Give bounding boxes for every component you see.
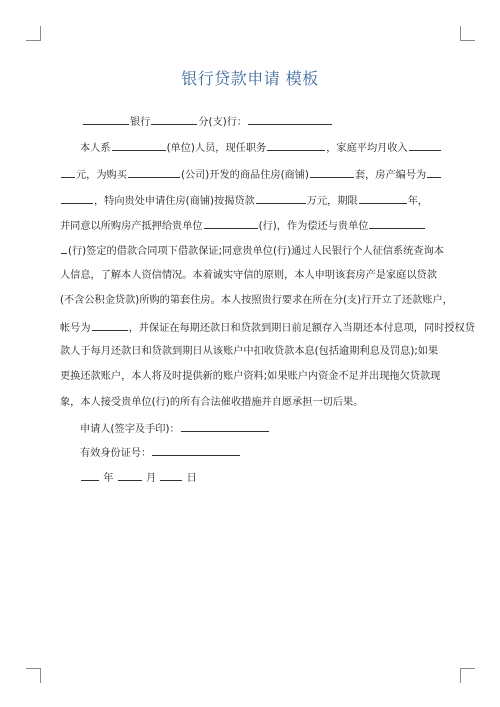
- corner-mark-bottom-left: [26, 668, 41, 683]
- unit-count-blank: [310, 167, 354, 178]
- body-line-11: [60, 396, 440, 410]
- body-text: (单位)人员，现任职务: [166, 143, 267, 154]
- applicant-label: 申请人(签字及手印)：: [80, 424, 180, 435]
- body-line-9: [60, 345, 440, 359]
- body-text: ，特向贵处申请住房(商铺)按揭贷款: [94, 196, 255, 207]
- property-number-blank-cont: [61, 193, 93, 204]
- body-text: 人信息，了解本人资信情况。本着诚实守信的原则，本人申明该套房产是家庭以贷款: [60, 270, 437, 281]
- lender-blank-2-cont: [61, 243, 67, 254]
- body-line-3: [60, 193, 440, 209]
- body-text: 象，本人接受贵单位(行)的所有合法催收措施并自愿承担一切后果。: [60, 397, 364, 408]
- position-blank: [267, 140, 325, 151]
- year-blank: [81, 470, 99, 481]
- body-text: ，并保证在每期还款日和贷款到期日前足额存入当期还本付息项，同时授权贷: [128, 323, 475, 334]
- income-blank: [409, 140, 441, 151]
- body-line-4: [60, 218, 440, 234]
- header-line: [82, 114, 462, 130]
- body-text: 元，为购买: [76, 170, 127, 181]
- body-text: 并同意以所购房产抵押给贵单位: [60, 221, 203, 232]
- body-text: (行)签定的借款合同项下借款保证;同意贵单位(行)通过人民银行个人征信系统查询本: [68, 246, 444, 257]
- body-text: ，家庭平均月收入: [326, 143, 408, 154]
- income-blank-cont: [61, 167, 75, 178]
- loan-term-blank: [359, 193, 407, 204]
- day-blank: [160, 470, 182, 481]
- body-text: 套，房产编号为: [354, 170, 427, 181]
- document-title: 银行贷款申请 模板: [181, 69, 319, 88]
- id-label: 有效身份证号：: [80, 448, 152, 459]
- year-label: 年: [103, 473, 114, 484]
- body-line-8: [60, 320, 475, 336]
- property-number-blank: [427, 167, 441, 178]
- body-text: (行)，作为偿还与贵单位: [258, 221, 369, 232]
- body-text: 年，: [407, 196, 429, 207]
- body-line-6: [60, 269, 440, 283]
- body-line-10: [60, 370, 440, 384]
- body-text: (不含公积金贷款)所购的第套住房。本人按照贵行要求在所在分(支)行开立了还款账户，: [60, 295, 453, 306]
- branch-suffix: 分(支)行：: [198, 117, 248, 128]
- lender-blank: [204, 218, 258, 229]
- id-number-line: [80, 445, 460, 461]
- body-text: 更换还款账户，本人将及时提供新的账户资料;如果账户内资金不足并出现拖欠贷款现: [60, 371, 441, 382]
- account-number-blank: [92, 320, 128, 331]
- body-line-1: [80, 140, 460, 156]
- body-line-5: [60, 243, 444, 259]
- developer-blank: [128, 167, 180, 178]
- day-label: 日: [186, 473, 197, 484]
- body-line-2: [60, 167, 440, 183]
- corner-mark-top-right: [460, 26, 475, 41]
- corner-mark-top-left: [26, 26, 41, 41]
- corner-mark-bottom-right: [460, 668, 475, 683]
- branch-detail-blank: [248, 114, 332, 125]
- month-blank: [118, 470, 142, 481]
- body-text: 款人于每月还款日和贷款到期日从该账户中扣收贷款本息(包括逾期利息及罚息);如果: [60, 346, 439, 357]
- applicant-signature-line: [80, 421, 460, 437]
- loan-amount-blank: [256, 193, 306, 204]
- bank-suffix: 银行: [130, 117, 151, 128]
- lender-blank-2: [369, 218, 425, 229]
- date-line: [80, 470, 460, 486]
- id-number-blank: [152, 445, 240, 456]
- body-line-7: [60, 294, 453, 308]
- body-text: 万元，期限: [306, 196, 358, 207]
- body-text: (公司)开发的商品住房(商铺): [180, 170, 309, 181]
- body-text: 帐号为: [60, 323, 91, 334]
- applicant-signature-blank: [181, 421, 269, 432]
- month-label: 月: [145, 473, 157, 484]
- employer-blank: [112, 140, 166, 151]
- bank-name-blank: [83, 114, 129, 125]
- body-text: 本人系: [80, 143, 111, 154]
- branch-name-blank: [151, 114, 197, 125]
